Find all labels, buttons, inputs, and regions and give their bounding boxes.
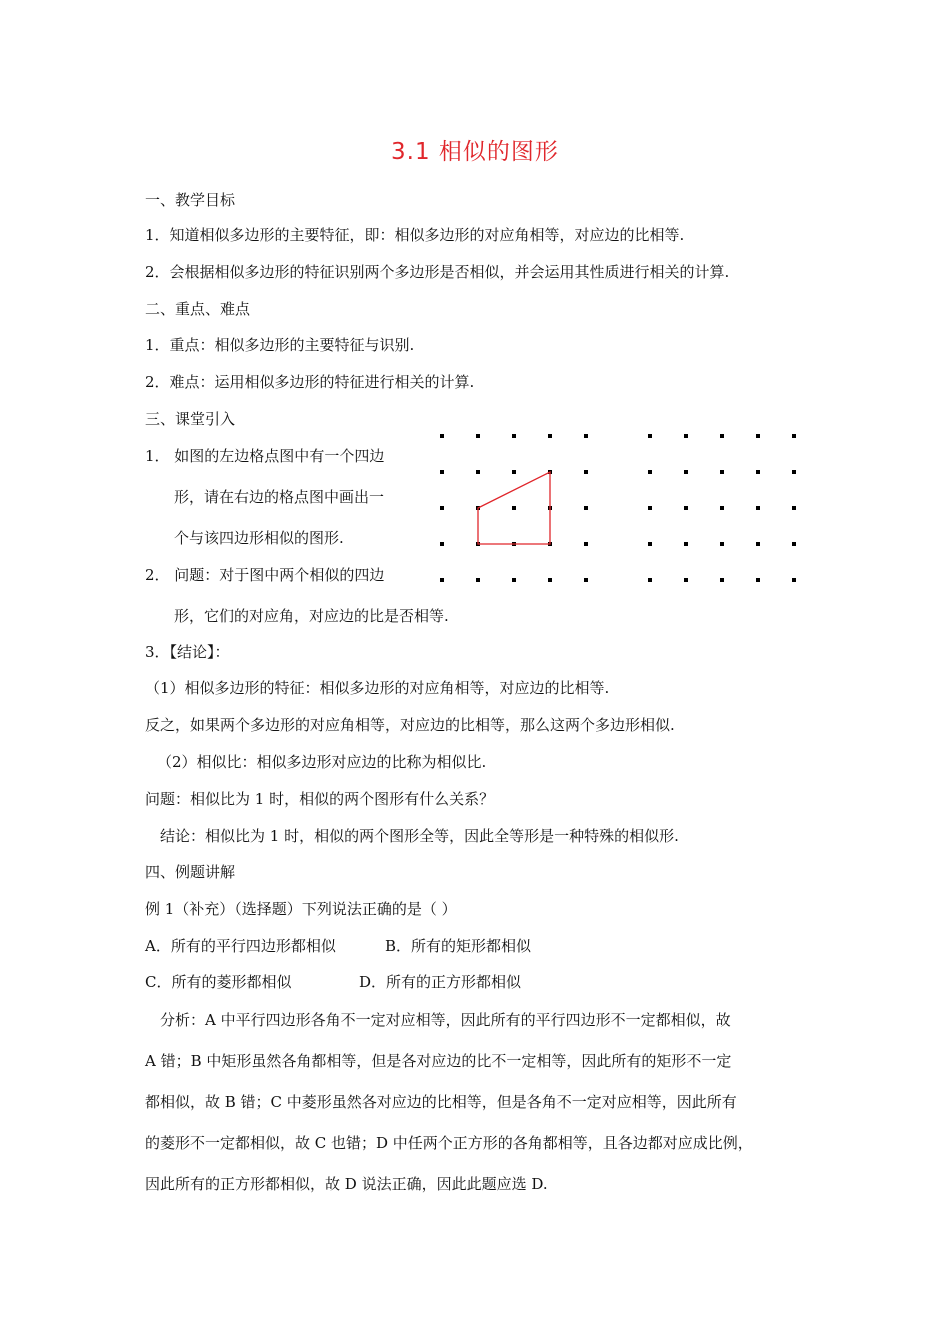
grid-dot: [720, 506, 724, 510]
analysis-line-3: 都相似，故 B 错；C 中菱形虽然各对应边的比相等，但是各角不一定对应相等，因此所有: [145, 1093, 737, 1111]
grid-dot: [648, 578, 652, 582]
grid-dot: [720, 578, 724, 582]
conclusion-heading: 3．【结论】：: [145, 643, 230, 661]
grid-dot: [548, 434, 552, 438]
conclusion-5: 结论：相似比为 1 时，相似的两个图形全等，因此全等形是一种特殊的相似形.: [160, 827, 679, 845]
keypoint-1: 1．重点：相似多边形的主要特征与识别.: [145, 336, 415, 354]
grid-dot: [684, 578, 688, 582]
question-2-line-2: 形，它们的对应角，对应边的比是否相等.: [174, 607, 449, 625]
section-heading-examples: 四、例题讲解: [145, 863, 236, 881]
conclusion-4: 问题：相似比为 1 时，相似的两个图形有什么关系？: [145, 790, 495, 808]
grid-dot: [684, 470, 688, 474]
grid-dot: [756, 506, 760, 510]
grid-dot: [648, 506, 652, 510]
section-heading-intro: 三、课堂引入: [145, 410, 236, 428]
grid-dot: [440, 470, 444, 474]
grid-dot: [792, 470, 796, 474]
grid-dot: [512, 506, 516, 510]
grid-dot: [512, 470, 516, 474]
analysis-line-5: 因此所有的正方形都相似，故 D 说法正确，因此此题应选 D.: [145, 1175, 548, 1193]
grid-dot: [584, 434, 588, 438]
objective-1: 1．知道相似多边形的主要特征，即：相似多边形的对应角相等，对应边的比相等.: [145, 226, 685, 244]
grid-dot: [720, 470, 724, 474]
grid-dot: [440, 542, 444, 546]
grid-dot: [584, 470, 588, 474]
grid-dot: [476, 434, 480, 438]
grid-dot: [584, 578, 588, 582]
option-a: A．所有的平行四边形都相似: [145, 937, 336, 955]
option-d: D．所有的正方形都相似: [359, 973, 522, 991]
grid-dot: [756, 578, 760, 582]
grid-dot: [440, 506, 444, 510]
grid-dot: [792, 434, 796, 438]
grid-dot: [648, 542, 652, 546]
grid-dot: [476, 470, 480, 474]
grid-point-figure: [430, 425, 810, 585]
grid-dot: [792, 506, 796, 510]
grid-dot: [584, 506, 588, 510]
option-b: B．所有的矩形都相似: [385, 937, 532, 955]
grid-dot: [684, 434, 688, 438]
right-dot-grid: [648, 434, 796, 582]
grid-dot: [512, 578, 516, 582]
grid-dot: [720, 542, 724, 546]
objective-2: 2．会根据相似多边形的特征识别两个多边形是否相似，并会运用其性质进行相关的计算.: [145, 263, 730, 281]
grid-dot: [476, 578, 480, 582]
grid-dot: [684, 506, 688, 510]
question-1-line-3: 个与该四边形相似的图形.: [174, 529, 344, 547]
conclusion-2: 反之，如果两个多边形的对应角相等，对应边的比相等，那么这两个多边形相似.: [145, 716, 675, 734]
grid-dot: [756, 434, 760, 438]
example-1-question: 例 1（补充）（选择题）下列说法正确的是（ ）: [145, 900, 457, 918]
question-1-line-2: 形，请在右边的格点图中画出一: [174, 488, 385, 506]
grid-dot: [584, 542, 588, 546]
grid-dot: [756, 470, 760, 474]
analysis-line-2: A 错；B 中矩形虽然各角都相等，但是各对应边的比不一定相等，因此所有的矩形不一定: [145, 1052, 732, 1070]
grid-dot: [440, 578, 444, 582]
grid-dot: [684, 542, 688, 546]
left-dot-grid: [440, 434, 588, 582]
grid-dot: [648, 470, 652, 474]
question-1-line-1: 1． 如图的左边格点图中有一个四边: [145, 447, 385, 465]
grid-dot: [512, 434, 516, 438]
option-c: C．所有的菱形都相似: [145, 973, 292, 991]
grid-dot: [548, 578, 552, 582]
keypoint-2: 2．难点：运用相似多边形的特征进行相关的计算.: [145, 373, 475, 391]
question-2-line-1: 2． 问题：对于图中两个相似的四边: [145, 566, 385, 584]
grid-dot: [440, 434, 444, 438]
conclusion-1: （1）相似多边形的特征：相似多边形的对应角相等，对应边的比相等.: [145, 679, 610, 697]
conclusion-3: （2）相似比：相似多边形对应边的比称为相似比.: [157, 753, 487, 771]
section-heading-objectives: 一、教学目标: [145, 191, 236, 209]
analysis-line-1: 分析：A 中平行四边形各角不一定对应相等，因此所有的平行四边形不一定都相似，故: [160, 1011, 731, 1029]
analysis-line-4: 的菱形不一定都相似，故 C 也错；D 中任两个正方形的各角都相等，且各边都对应成比例，: [145, 1134, 753, 1152]
page-title: 3.1 相似的图形: [391, 139, 559, 165]
grid-dot: [792, 578, 796, 582]
grid-dot: [792, 542, 796, 546]
grid-dot: [720, 434, 724, 438]
grid-dot: [756, 542, 760, 546]
section-heading-keypoints: 二、重点、难点: [145, 300, 251, 318]
grid-dot: [648, 434, 652, 438]
